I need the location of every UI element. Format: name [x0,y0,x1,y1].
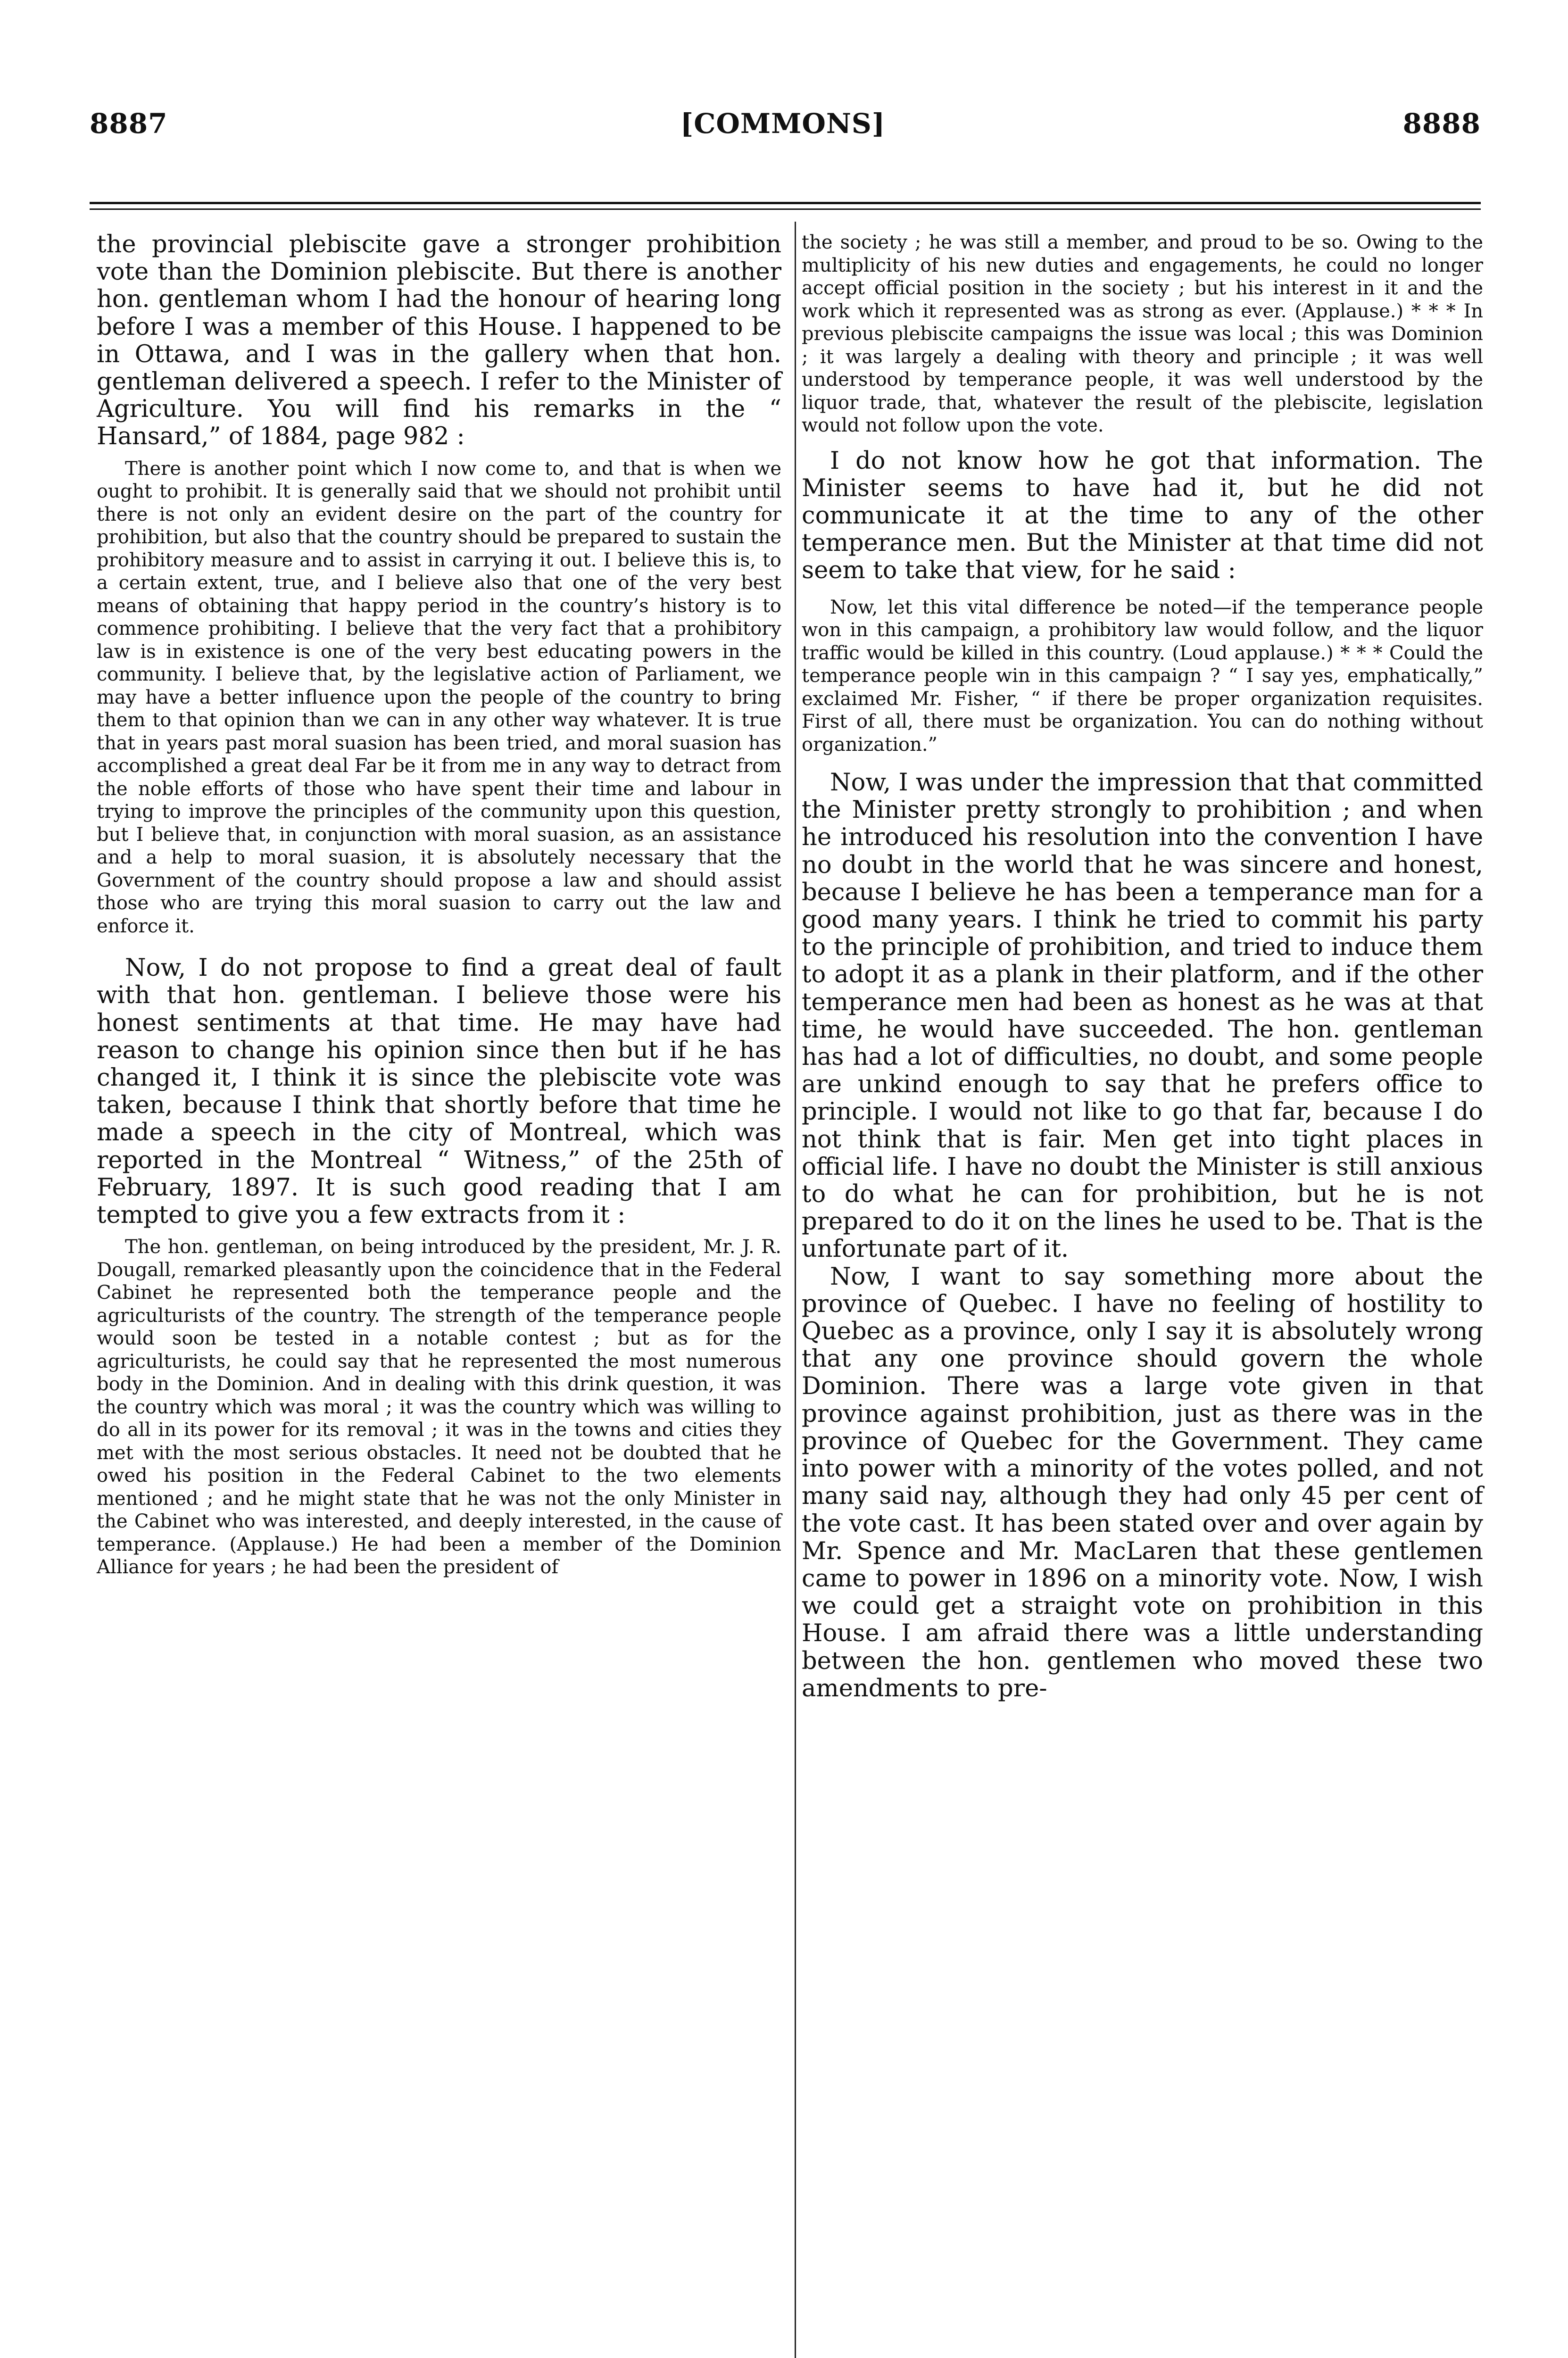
paragraph: Now, I do not propose to find a great deal of fault with that hon. gentleman. I believe those were his honest sentiments at that time. He may have had reason to change his opinion since then but if he has changed it, I think it is since the plebiscite vote was taken, because I think that shortly before that time he made a speech in the city of Montreal, which was reported in the Montreal “ Witness,” of the 25th of February, 1897. It is such good reading that I am tempted to give you a few extracts from it : [97,954,781,1229]
quoted-passage-continued: the society ; he was still a member, and proud to be so. Owing to the multiplicity of his new duties and engagements, he could no longer accept official position in the society ; but his interest in it and the work which it represented was as strong as ever. (Applause.) * * * In previous plebiscite campaigns the issue was local ; this was Dominion ; it was largely a dealing with theory and principle ; it was well understood by temperance people, it was well understood by the liquor trade, that, whatever the result of the plebiscite, legislation would not follow upon the vote. [802,232,1483,436]
paragraph: I do not know how he got that information. The Minister seems to have had it, but he did not communicate it at the time to any of the other temperance men. But the Minister at that time did not seem to take that view, for he said : [802,447,1483,585]
header-rule-bottom [90,208,1481,210]
quoted-passage: There is another point which I now come to, and that is when we ought to prohibit. It is generally said that we should not prohibit until there is not only an evident desire on the part of the country for prohibition, but also that the country should be prepared to sustain the prohibitory measure and to assist in carrying it out. I believe this is, to a certain extent, true, and I believe also that one of the very best means of obtaining that happy period in the country’s history is to commence prohibiting. I believe that the very fact that a prohibitory law is in existence is one of the very best educating powers in the community. I believe that, by the legislative action of Parliament, we may have a better influence upon the people of the country to bring them to that opinion than we can in any other way whatever. It is true that in years past moral suasion has been tried, and moral suasion has accomplished a great deal Far be it from me in any way to detract from the noble efforts of those who have spent their time and labour in trying to improve the principles of the community upon this question, but I believe that, in conjunction with moral suasion, as an assistance and a help to moral suasion, it is absolutely necessary that the Government of the country should propose a law and should assist those who are trying this moral suasion to carry out the law and enforce it. [97,457,781,937]
page-number-left: 8887 [90,108,168,140]
right-column [802,231,1483,1702]
left-column [97,231,781,1579]
paragraph: Now, I was under the impression that that committed the Minister pretty strongly to prohibition ; and when he introduced his resolution into the convention I have no doubt in the world that he was sincere and honest, because I believe he has been a temperance man for a good many years. I think he tried to commit his party to the principle of prohibition, and tried to induce them to adopt it as a plank in their platform, and if the other temperance men had been as honest as he was at that time, he would have succeeded. The hon. gentleman has had a lot of difficulties, no doubt, and some people are unkind enough to say that he prefers office to principle. I would not like to go that far, because I do not think that is fair. Men get into tight places in official life. I have no doubt the Minister is still anxious to do what he can for prohibition, but he is not prepared to do it on the lines he used to be. That is the unfortunate part of it. [802,769,1483,1263]
column-divider [795,222,796,2358]
quoted-passage: Now, let this vital difference be noted—if the temperance people won in this campaign, a prohibitory law would follow, and the liquor traffic would be killed in this country. (Loud applause.) * * * Could the temperance people win in this campaign ? “ I say yes, emphatically,” exclaimed Mr. Fisher, “ if there be proper organization requisites. First of all, there must be organization. You can do nothing without organization.” [802,596,1483,756]
page-title: [COMMONS] [680,108,886,140]
paragraph: the provincial plebiscite gave a stronger prohibition vote than the Dominion plebiscite. But there is another hon. gentleman whom I had the honour of hearing long before I was a member of this House. I happened to be in Ottawa, and I was in the gallery when that hon. gentleman delivered a speech. I refer to the Minister of Agriculture. You will find his remarks in the “ Hansard,” of 1884, page 982 : [97,231,781,451]
quoted-passage: The hon. gentleman, on being introduced by the president, Mr. J. R. Dougall, remarked pleasantly upon the coincidence that in the Federal Cabinet he represented both the temperance people and the agriculturists of the country. The strength of the temperance people would soon be tested in a notable contest ; but as for the agriculturists, he could say that he represented the most numerous body in the Dominion. And in dealing with this drink question, it was the country which was moral ; it was the country which was willing to do all in its power for its removal ; it was in the towns and cities they met with the most serious obstacles. It need not be doubted that he owed his position in the Federal Cabinet to the two elements mentioned ; and he might state that he was not the only Minister in the Cabinet who was interested, and deeply interested, in the cause of temperance. (Applause.) He had been a member of the Dominion Alliance for years ; he had been the president of [97,1236,781,1578]
header-rule-top [90,202,1481,204]
page-number-right: 8888 [1402,108,1481,140]
paragraph: Now, I want to say something more about the province of Quebec. I have no feeling of hostility to Quebec as a province, only I say it is absolutely wrong that any one province should govern the whole Dominion. There was a large vote given in that province against prohibition, just as there was in the province of Quebec for the Government. They came into power with a minority of the votes polled, and not many said nay, although they had only 45 per cent of the vote cast. It has been stated over and over again by Mr. Spence and Mr. MacLaren that these gentlemen came to power in 1896 on a minority vote. Now, I wish we could get a straight vote on prohibition in this House. I am afraid there was a little understanding between the hon. gentlemen who moved these two amendments to pre- [802,1262,1483,1702]
